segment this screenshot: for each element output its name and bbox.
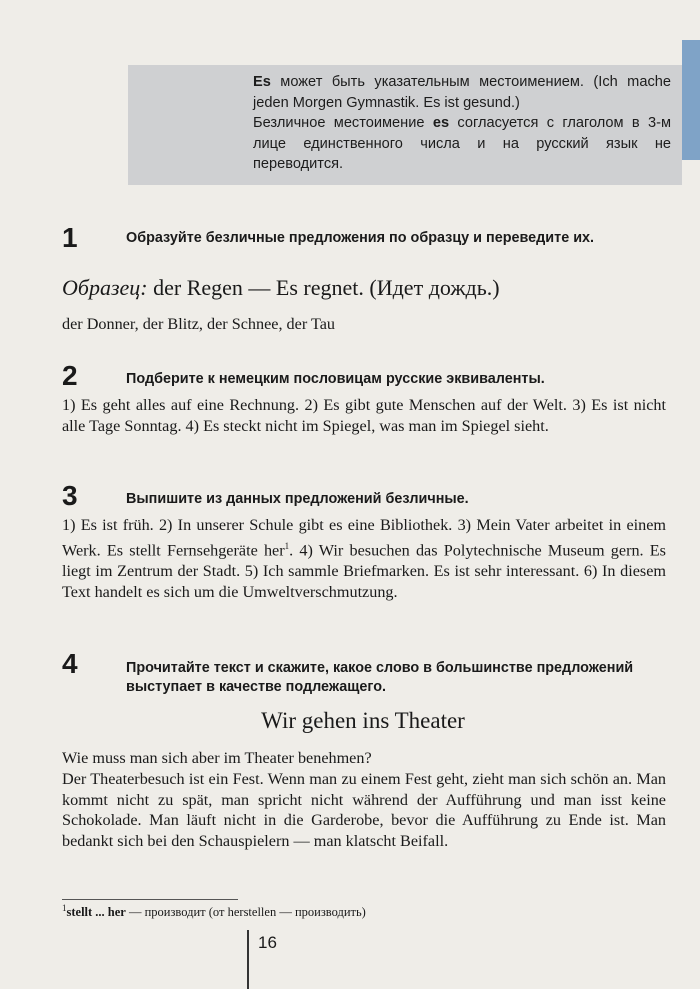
exercise-2-task: Подберите к немецким пословицам русские эквиваленты. [126, 371, 545, 387]
grammar-rule-text [253, 72, 671, 175]
exercise-1-task: Образуйте безличные предложения по образцу и переведите их. [126, 230, 595, 246]
reading-title: Wir gehen ins Theater [261, 708, 465, 733]
footnote-ref: 1 [284, 540, 290, 551]
exercise-3-task: Выпишите из данных предложений безличные. [126, 491, 469, 507]
exercise-3-number: 3 [62, 480, 78, 511]
exercise-1-number: 1 [62, 222, 78, 253]
page-edge-marker [682, 40, 700, 160]
exercise-1-sample: Образец: der Regen — Es regnet. (Идет дождь.) [62, 275, 500, 300]
reading-paragraph: Der Theaterbesuch ist ein Fest. Wenn man zu einem Fest geht, zieht man sich schön an. Man kommt nicht zu spät, man spricht nicht während der Aufführung und man isst keine Schokolade. Man läuft nicht in die Garderobe, bevor die Aufführung zu Ende ist. Man bedankt sich bei den Schauspielern — man klatscht Beifall. [62, 769, 666, 851]
exercise-2-text: 1) Es geht alles auf eine Rechnung. 2) Es gibt gute Menschen auf der Welt. 3) Es ist nicht alle Tage Sonntag. 4) Es steckt nicht im Spiegel, was man im Spiegel sieht. [62, 396, 666, 435]
exercise-3-text: 1) Es ist früh. 2) In unserer Schule gibt es eine Bibliothek. 3) Mein Vater arbeitet in einem Werk. Es stellt Fernsehgeräte her$^1$. 4) Wir besuchen das Polytechnische Museum gern. Es liegt im Zentrum der Stadt. 5) Ich sammle Briefmarken. Es ist sehr interessant. 6) In diesem Text handelt es sich um die Umweltverschmutzung. [62, 516, 666, 601]
exercise-4-task: Прочитайте текст и скажите, какое слово в большинстве предложений выступает в качестве подлежащего. [126, 660, 634, 695]
exercise-1-text: der Donner, der Blitz, der Schnee, der Tau [62, 315, 336, 333]
exercise-4-number: 4 [62, 648, 78, 679]
page-number-divider [247, 930, 249, 989]
footnote: $^1$stellt ... her — производит (от herstellen — производить) [62, 903, 366, 920]
rule-paragraph-1: Es может быть указательным местоимением. (Ich mache jeden Morgen Gymnastik. Es ist gesund.) [253, 74, 671, 111]
reading-line-1: Wie muss man sich aber im Theater benehmen? [62, 749, 372, 767]
page-number: 16 [258, 933, 277, 952]
footnote-divider [62, 899, 238, 900]
rule-paragraph-2: Безличное местоимение es согласуется с глаголом в 3-м лице единственного числа и на русский язык не переводится. [253, 115, 671, 172]
reading-text [62, 748, 666, 852]
exercise-2-number: 2 [62, 360, 78, 391]
